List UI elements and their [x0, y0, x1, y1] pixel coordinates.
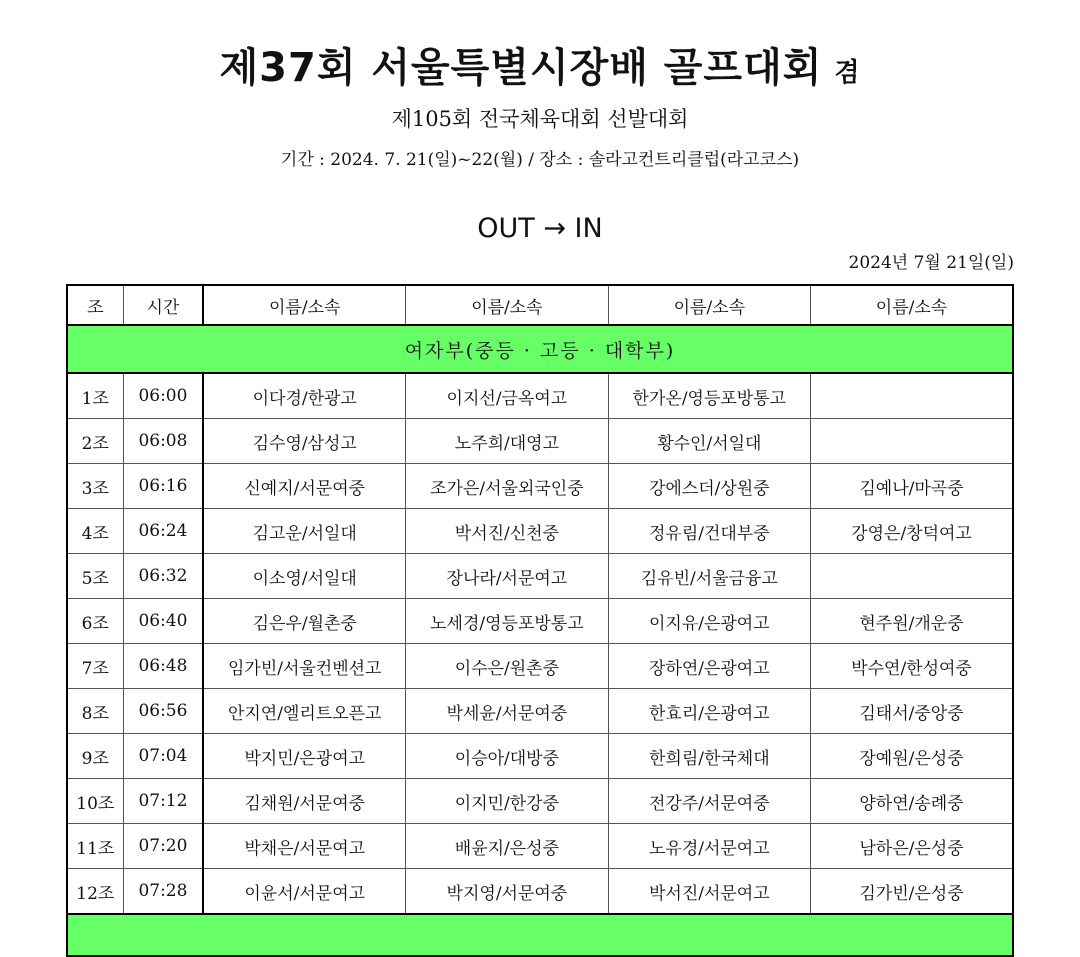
player-cell: 임가빈/서울컨벤션고	[203, 644, 405, 689]
title-suffix: 겸	[834, 58, 861, 88]
player-cell: 이소영/서일대	[203, 554, 405, 599]
table-row	[67, 644, 1013, 689]
player-cell: 배윤지/은성중	[406, 824, 608, 869]
player-cell: 김은우/월촌중	[203, 599, 405, 644]
table-row	[67, 824, 1013, 869]
table-row	[67, 779, 1013, 824]
player-cell: 김예나/마곡중	[811, 464, 1013, 509]
table-row	[67, 419, 1013, 464]
player-cell: 신예지/서문여중	[203, 464, 405, 509]
table-row	[67, 373, 1013, 419]
player-cell: 장예원/은성중	[811, 734, 1013, 779]
player-cell: 한효리/은광여고	[608, 689, 810, 734]
group-cell: 7조	[67, 644, 123, 689]
player-cell: 현주원/개운중	[811, 599, 1013, 644]
table-row	[67, 689, 1013, 734]
player-cell: 황수인/서일대	[608, 419, 810, 464]
player-cell: 김유빈/서울금융고	[608, 554, 810, 599]
player-cell: 정유림/건대부중	[608, 509, 810, 554]
player-cell: 박지영/서문여중	[406, 869, 608, 915]
player-cell: 이지민/한강중	[406, 779, 608, 824]
player-cell: 이수은/원촌중	[406, 644, 608, 689]
page-title	[0, 40, 1080, 101]
time-cell: 06:56	[123, 689, 203, 734]
event-period: 기간 : 2024. 7. 21(일)~22(월) / 장소 : 솔라고컨트리클럽(라고코스)	[280, 150, 800, 170]
group-cell: 11조	[67, 824, 123, 869]
player-cell: 조가은/서울외국인중	[406, 464, 608, 509]
group-cell: 5조	[67, 554, 123, 599]
player-cell: 이지선/금옥여고	[406, 373, 608, 419]
group-cell: 1조	[67, 373, 123, 419]
table-row	[67, 554, 1013, 599]
time-cell: 07:20	[123, 824, 203, 869]
time-cell: 06:40	[123, 599, 203, 644]
player-cell: 이윤서/서문여고	[203, 869, 405, 915]
player-cell: 남하은/은성중	[811, 824, 1013, 869]
time-cell: 07:04	[123, 734, 203, 779]
player-cell: 김고운/서일대	[203, 509, 405, 554]
time-cell: 06:08	[123, 419, 203, 464]
group-cell: 6조	[67, 599, 123, 644]
time-cell: 07:28	[123, 869, 203, 915]
player-cell: 김채원/서문여중	[203, 779, 405, 824]
next-division-cell	[67, 914, 1013, 956]
table-header-row	[67, 285, 1013, 325]
player-cell: 전강주/서문여중	[608, 779, 810, 824]
time-cell: 06:48	[123, 644, 203, 689]
player-cell: 노세경/영등포방통고	[406, 599, 608, 644]
time-cell: 07:12	[123, 779, 203, 824]
player-cell	[811, 419, 1013, 464]
division-label: 여자부(중등 · 고등 · 대학부)	[67, 325, 1013, 373]
player-cell: 이다경/한광고	[203, 373, 405, 419]
course-direction: OUT → IN	[477, 213, 603, 244]
player-cell: 김수영/삼성고	[203, 419, 405, 464]
player-cell: 강영은/창덕여고	[811, 509, 1013, 554]
column-header-player-4: 이름/소속	[811, 285, 1013, 325]
table-row	[67, 869, 1013, 915]
tee-time-table	[66, 284, 1014, 957]
group-cell: 12조	[67, 869, 123, 915]
player-cell: 김태서/중앙중	[811, 689, 1013, 734]
player-cell: 양하연/송례중	[811, 779, 1013, 824]
group-cell: 8조	[67, 689, 123, 734]
time-cell: 06:24	[123, 509, 203, 554]
column-header-group: 조	[67, 285, 123, 325]
player-cell: 안지연/엘리트오픈고	[203, 689, 405, 734]
next-division-row	[67, 914, 1013, 956]
group-cell: 10조	[67, 779, 123, 824]
player-cell: 박서진/서문여고	[608, 869, 810, 915]
player-cell: 한가온/영등포방통고	[608, 373, 810, 419]
group-cell: 3조	[67, 464, 123, 509]
player-cell: 박지민/은광여고	[203, 734, 405, 779]
player-cell: 박채은/서문여고	[203, 824, 405, 869]
player-cell: 장나라/서문여고	[406, 554, 608, 599]
group-cell: 4조	[67, 509, 123, 554]
column-header-time: 시간	[123, 285, 203, 325]
player-cell	[811, 373, 1013, 419]
column-header-player-1: 이름/소속	[203, 285, 405, 325]
player-cell	[811, 554, 1013, 599]
player-cell: 박수연/한성여중	[811, 644, 1013, 689]
table-row	[67, 734, 1013, 779]
page-subtitle: 제105회 전국체육대회 선발대회	[391, 107, 689, 131]
player-cell: 박서진/신천중	[406, 509, 608, 554]
player-cell: 이승아/대방중	[406, 734, 608, 779]
table-row	[67, 509, 1013, 554]
player-cell: 노주희/대영고	[406, 419, 608, 464]
player-cell: 박세윤/서문여중	[406, 689, 608, 734]
time-cell: 06:16	[123, 464, 203, 509]
table-row	[67, 599, 1013, 644]
column-header-player-2: 이름/소속	[406, 285, 608, 325]
time-cell: 06:00	[123, 373, 203, 419]
player-cell: 김가빈/은성중	[811, 869, 1013, 915]
title-text: 제37회 서울특별시장배 골프대회	[219, 45, 823, 91]
schedule-date: 2024년 7월 21일(일)	[848, 253, 1014, 273]
group-cell: 2조	[67, 419, 123, 464]
time-cell: 06:32	[123, 554, 203, 599]
group-cell: 9조	[67, 734, 123, 779]
player-cell: 노유경/서문여고	[608, 824, 810, 869]
player-cell: 이지유/은광여고	[608, 599, 810, 644]
player-cell: 강에스더/상원중	[608, 464, 810, 509]
column-header-player-3: 이름/소속	[608, 285, 810, 325]
table-row	[67, 464, 1013, 509]
player-cell: 한희림/한국체대	[608, 734, 810, 779]
division-row	[67, 325, 1013, 373]
player-cell: 장하연/은광여고	[608, 644, 810, 689]
